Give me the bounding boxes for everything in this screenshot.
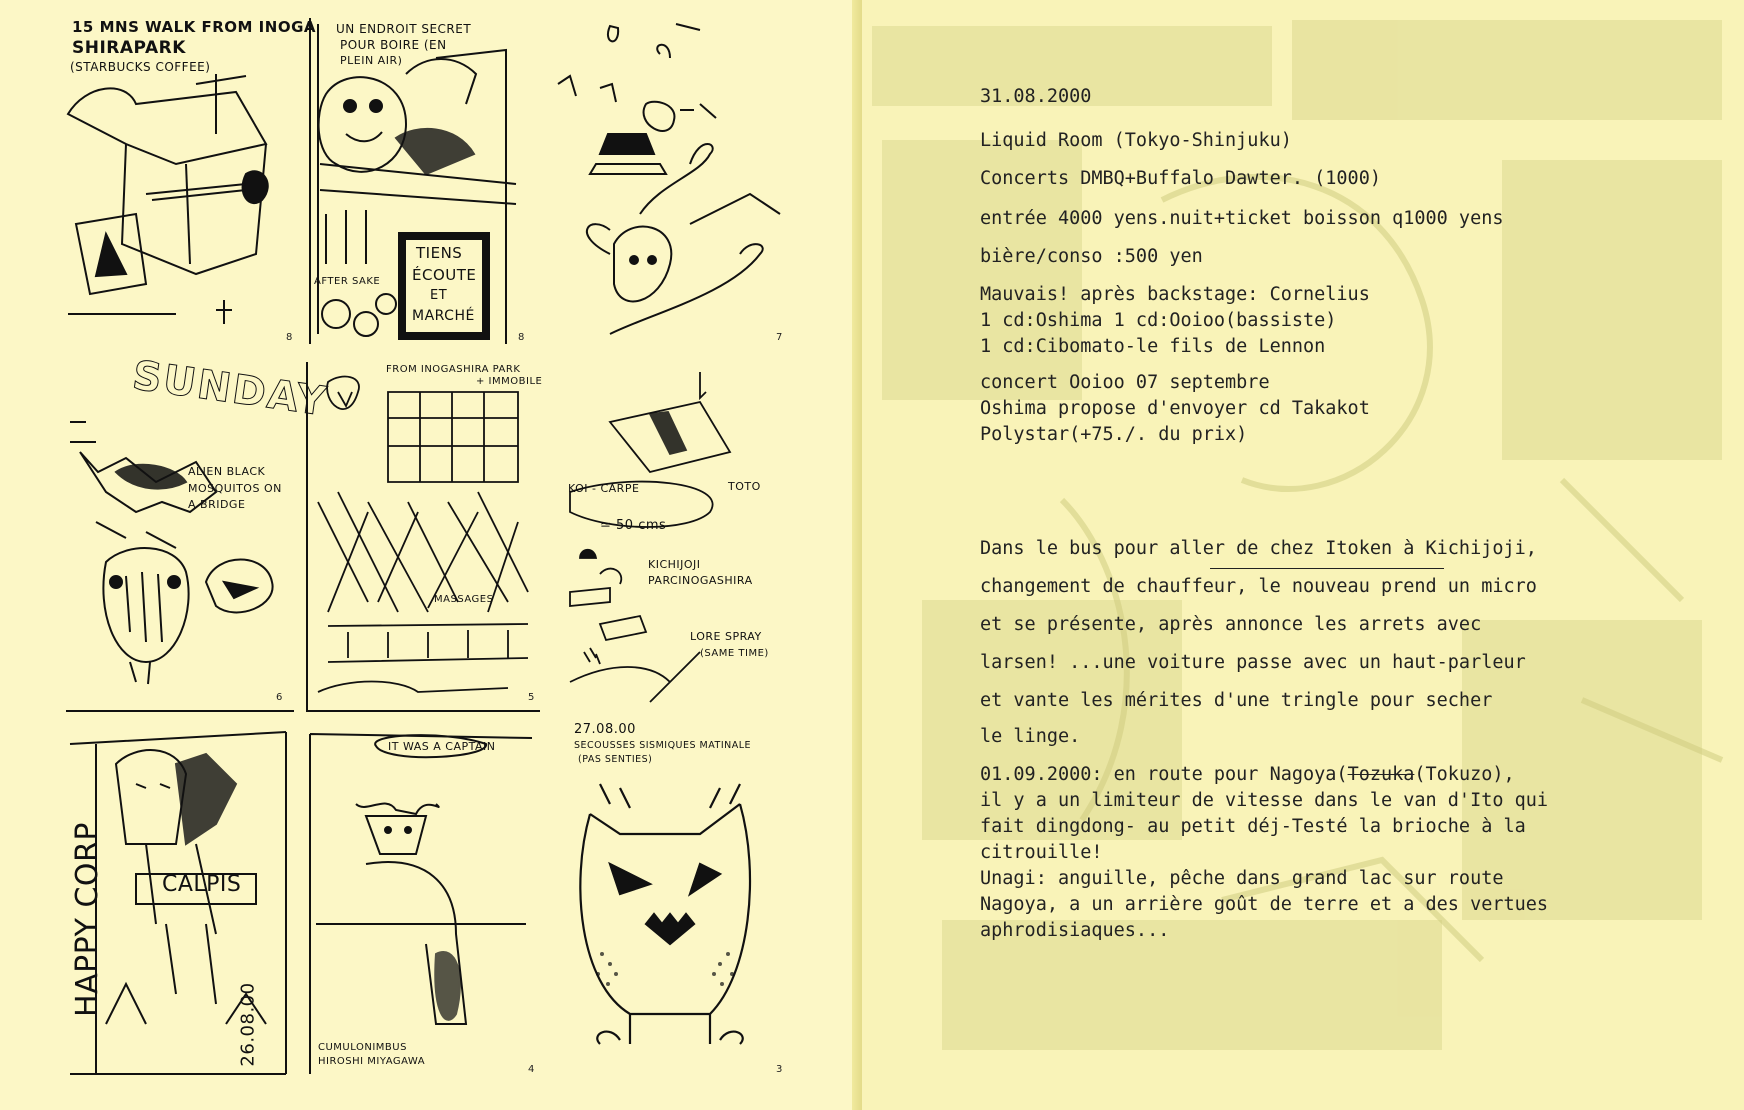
panel-koi-loc1: KICHIJOJI (648, 558, 701, 571)
panel-owl-line1: SECOUSSES SISMIQUES MATINALE (574, 740, 752, 751)
panel-park-building (306, 362, 543, 712)
nagoya-lead: 01.09.2000: en route pour Nagoya( (980, 764, 1348, 785)
panel-starbucks-line2: SHIRAPARK (72, 38, 186, 58)
panel-captain-bubble: IT WAS A CAPTAIN (388, 740, 496, 753)
entry-ooioo: concert Ooioo 07 septembre (980, 372, 1270, 393)
panel-sunday-number: 6 (276, 692, 283, 703)
sign-line4: MARCHÉ (412, 308, 475, 324)
panel-owl-date: 27.08.00 (574, 722, 636, 737)
panel-calpis-side: HAPPY CORP (69, 822, 105, 1017)
sign-line1: TIENS (416, 244, 463, 262)
panel-koi-spray1: LORE SPRAY (690, 630, 762, 643)
nagoya-tail: (Tokuzo), (1414, 764, 1515, 785)
entry-cd2: 1 cd:Cibomato-le fils de Lennon (980, 336, 1326, 357)
panel-park-line2: + IMMOBILE (476, 376, 543, 387)
panel-park-massage: MASSAGES (434, 594, 494, 605)
bus-line-2: changement de chauffeur, le nouveau prend un micro (980, 576, 1537, 597)
panel-owl-drawing (550, 724, 796, 1080)
right-page (862, 0, 1744, 1110)
panel-secret-line2: POUR BOIRE (EN (340, 38, 447, 52)
panel-secret-line1: UN ENDROIT SECRET (336, 22, 472, 36)
panel-captain-credit1: CUMULONIMBUS (318, 1042, 407, 1053)
panel-koi (550, 362, 796, 710)
panel-calpis-brand: CALPIS (162, 872, 242, 897)
panel-starbucks-line1: 15 MNS WALK FROM INOGA (72, 18, 316, 36)
panel-park-drawing (308, 362, 543, 710)
bus-line-4: larsen! ...une voiture passe avec un haut-parleur (980, 652, 1526, 673)
nagoya-line-5: Unagi: anguille, pêche dans grand lac sur route (980, 868, 1504, 889)
sign-line3: ET (430, 288, 448, 303)
entry-oshima: Oshima propose d'envoyer cd Takakot (980, 398, 1370, 419)
panel-captain-number: 4 (528, 1064, 535, 1075)
entry-backstage: Mauvais! après backstage: Cornelius (980, 284, 1370, 305)
panel-starbucks-line3: (STARBUCKS COFFEE) (70, 60, 211, 74)
panel-secret-line3: PLEIN AIR) (340, 54, 403, 67)
entry-cd1: 1 cd:Oshima 1 cd:Ooioo(bassiste) (980, 310, 1337, 331)
panel-hat-mouse-drawing (550, 14, 796, 346)
nagoya-struck: Tozuka (1347, 764, 1415, 785)
bus-line-6: le linge. (980, 726, 1081, 747)
panel-hat-number: 7 (776, 332, 783, 343)
panel-sunday (66, 352, 331, 712)
panel-captain-credit2: HIROSHI MIYAGAWA (318, 1056, 426, 1067)
panel-calpis-date: 26.08.00 (237, 982, 259, 1067)
entry-concerts: Concerts DMBQ+Buffalo Dawter. (1000) (980, 168, 1381, 189)
panel-sunday-title: SUNDAY (129, 352, 331, 426)
panel-starbucks (66, 14, 316, 346)
entry-beer: bière/conso :500 yen (980, 246, 1203, 267)
panel-sunday-side: ALIEN BLACK MOSQUITOS ON A BRIDGE (188, 465, 282, 511)
panel-koi-loc2: PARCINOGASHIRA (648, 574, 753, 587)
panel-calpis (66, 724, 294, 1080)
panel-koi-spray2: (SAME TIME) (700, 648, 769, 659)
nagoya-line-7: aphrodisiaques... (980, 920, 1170, 941)
entry-polystar: Polystar(+75./. du prix) (980, 424, 1248, 445)
nagoya-line-3: fait dingdong- au petit déj-Testé la brioche à la (980, 816, 1526, 837)
entry-price: entrée 4000 yens.nuit+ticket boisson q1000 yens (980, 208, 1504, 229)
panel-starbucks-number: 8 (286, 332, 293, 343)
bus-line-1: Dans le bus pour aller de chez Itoken à Kichijoji, (980, 538, 1537, 559)
panel-koi-toto: TOTO (728, 480, 761, 493)
nagoya-line-1 (980, 764, 1515, 785)
panel-koi-label: KOI - CARPE (568, 482, 640, 495)
panel-captain (306, 724, 538, 1080)
panel-park-line1: FROM INOGASHIRA PARK (386, 364, 521, 375)
bus-line-3: et se présente, après annonce les arrets avec (980, 614, 1482, 635)
nagoya-line-4: citrouille! (980, 842, 1103, 863)
panel-secret-number: 8 (518, 332, 525, 343)
left-page (0, 0, 862, 1110)
nagoya-line-6: Nagoya, a un arrière goût de terre et a des vertues (980, 894, 1549, 915)
panel-owl-number: 3 (776, 1064, 783, 1075)
panel-park-number: 5 (528, 692, 535, 703)
panel-owl (550, 724, 796, 1080)
panel-secret-spot (306, 14, 538, 346)
panel-koi-size: ≃ 50 cms (600, 518, 667, 533)
comic-grid (66, 14, 796, 1080)
panel-captain-drawing (306, 724, 538, 1080)
section-divider (1210, 568, 1444, 569)
entry-venue: Liquid Room (Tokyo-Shinjuku) (980, 130, 1292, 151)
panel-secret-small: AFTER SAKE (314, 276, 381, 287)
sign-line2: ÉCOUTE (412, 266, 477, 284)
panel-owl-line2: (PAS SENTIES) (578, 754, 653, 765)
nagoya-line-2: il y a un limiteur de vitesse dans le van d'Ito qui (980, 790, 1549, 811)
entry-date: 31.08.2000 (980, 86, 1092, 107)
bus-line-5: et vante les mérites d'une tringle pour secher (980, 690, 1493, 711)
panel-hat-mouse (550, 14, 796, 346)
